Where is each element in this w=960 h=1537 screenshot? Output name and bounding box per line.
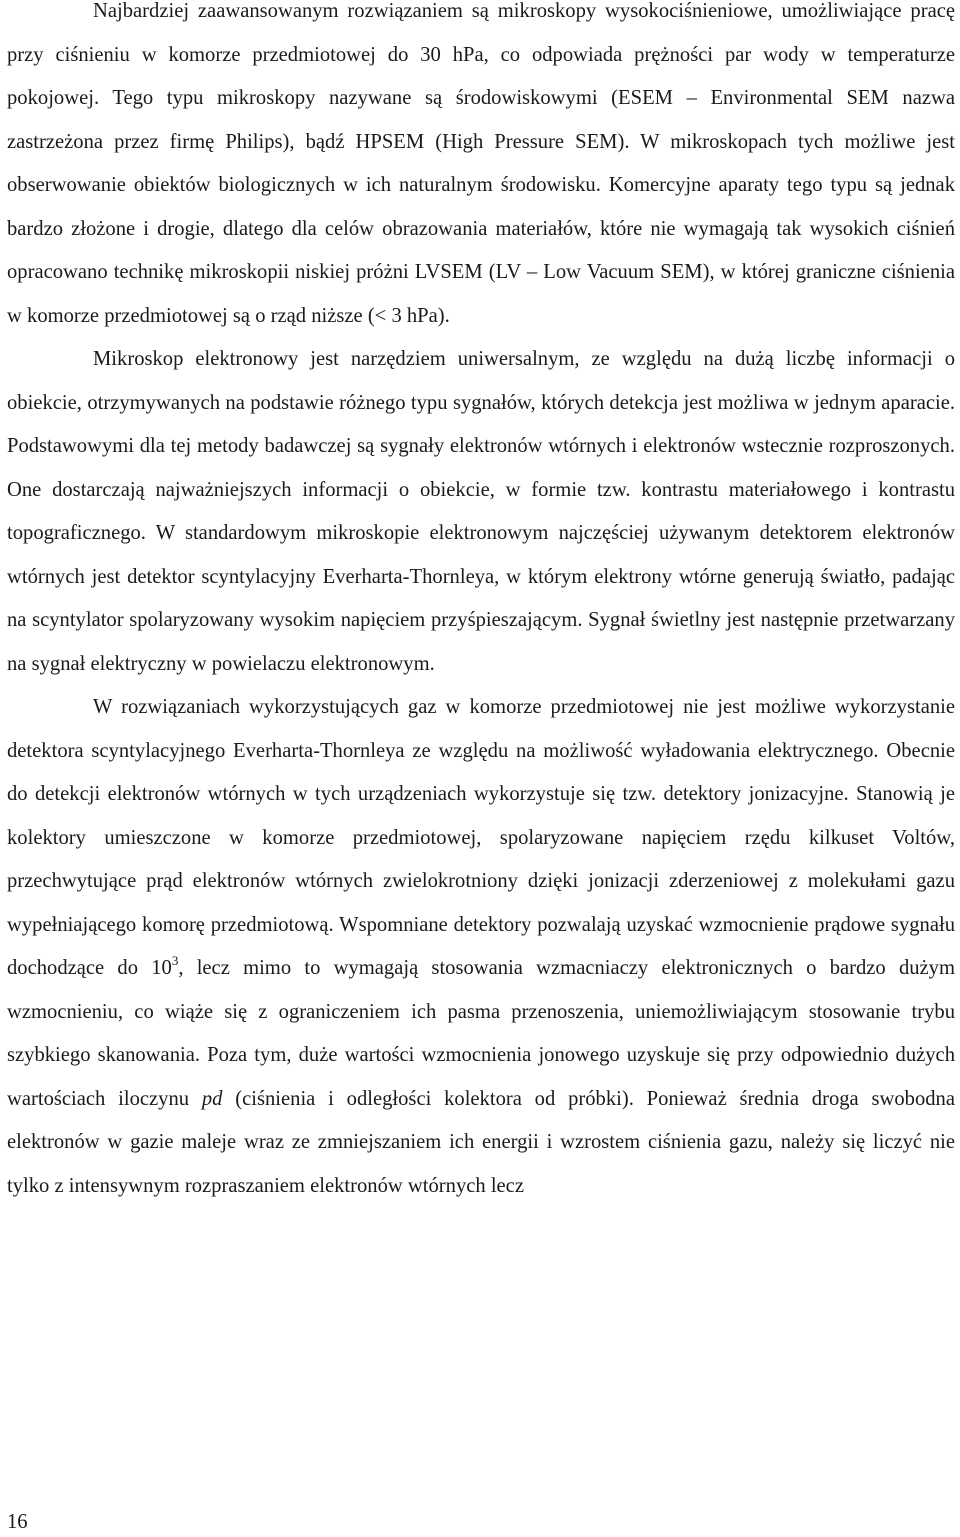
page-number: 16 [7,1511,28,1533]
paragraph-3-part-b: , lecz mimo to wymagają stosowania wzmacniaczy elektronicznych o bardzo dużym wzmocnieniu, co wiąże się z ograniczeniem ich pasma przenoszenia, uniemożliwiającym stosowanie trybu szybkiego skanowania. Poza tym, duże wartości wzmocnienia jonowego uzyskuje się przy odpowiednio dużych wartościach iloczynu [7,957,955,1110]
paragraph-3-part-a: W rozwiązaniach wykorzystujących gaz w komorze przedmiotowej nie jest możliwe wykorzystanie detektora scyntylacyjnego Everharta-Thornleya ze względu na możliwość wyładowania elektrycznego. Obecnie do detekcji elektronów wtórnych w tych urządzeniach wykorzystuje się tzw. detektory jonizacyjne. Stanowią je kolektory umieszczone w komorze przedmiotowej, spolaryzowane napięciem rzędu kilkuset Voltów, przechwytujące prąd elektronów wtórnych zwielokrotniony dzięki jonizacji zderzeniowej z molekułami gazu wypełniającego komorę przedmiotową. Wspomniane detektory pozwalają uzyskać wzmocnienie prądowe sygnału dochodzące do 10 [7,696,955,979]
paragraph-3-part-c: (ciśnienia i odległości kolektora od próbki). Ponieważ średnia droga swobodna elektronów w gazie maleje wraz ze zmniejszaniem ich energii i wzrostem ciśnienia gazu, należy się liczyć nie tylko z intensywnym rozpraszaniem elektronów wtórnych lecz [7,1087,955,1197]
document-page [7,0,955,1208]
paragraph-3 [7,686,955,1208]
pd-italic-term: pd [201,1087,223,1110]
paragraph-1: Najbardziej zaawansowanym rozwiązaniem są mikroskopy wysokociśnieniowe, umożliwiające pracę przy ciśnieniu w komorze przedmiotowej do 30 hPa, co odpowiada prężności par wody w temperaturze pokojowej. Tego typu mikroskopy nazywane są środowiskowymi (ESEM – Environmental SEM nazwa zastrzeżona przez firmę Philips), bądź HPSEM (High Pressure SEM). W mikroskopach tych możliwe jest obserwowanie obiektów biologicznych w ich naturalnym środowisku. Komercyjne aparaty tego typu są jednak bardzo złożone i drogie, dlatego dla celów obrazowania materiałów, które nie wymagają tak wysokich ciśnień opracowano technikę mikroskopii niskiej próżni LVSEM (LV – Low Vacuum SEM), w której graniczne ciśnienia w komorze przedmiotowej są o rząd niższe (< 3 hPa). [7,0,955,327]
exponent-superscript: 3 [171,953,179,968]
paragraph-2: Mikroskop elektronowy jest narzędziem uniwersalnym, ze względu na dużą liczbę informacji o obiekcie, otrzymywanych na podstawie różnego typu sygnałów, których detekcja jest możliwa w jednym aparacie. Podstawowymi dla tej metody badawczej są sygnały elektronów wtórnych i elektronów wstecznie rozproszonych. One dostarczają najważniejszych informacji o obiekcie, w formie tzw. kontrastu materiałowego i kontrastu topograficznego. W standardowym mikroskopie elektronowym najczęściej używanym detektorem elektronów wtórnych jest detektor scyntylacyjny Everharta-Thornleya, w którym elektrony wtórne generują światło, padając na scyntylator spolaryzowany wysokim napięciem przyśpieszającym. Sygnał świetlny jest następnie przetwarzany na sygnał elektryczny w powielaczu elektronowym. [7,348,955,675]
